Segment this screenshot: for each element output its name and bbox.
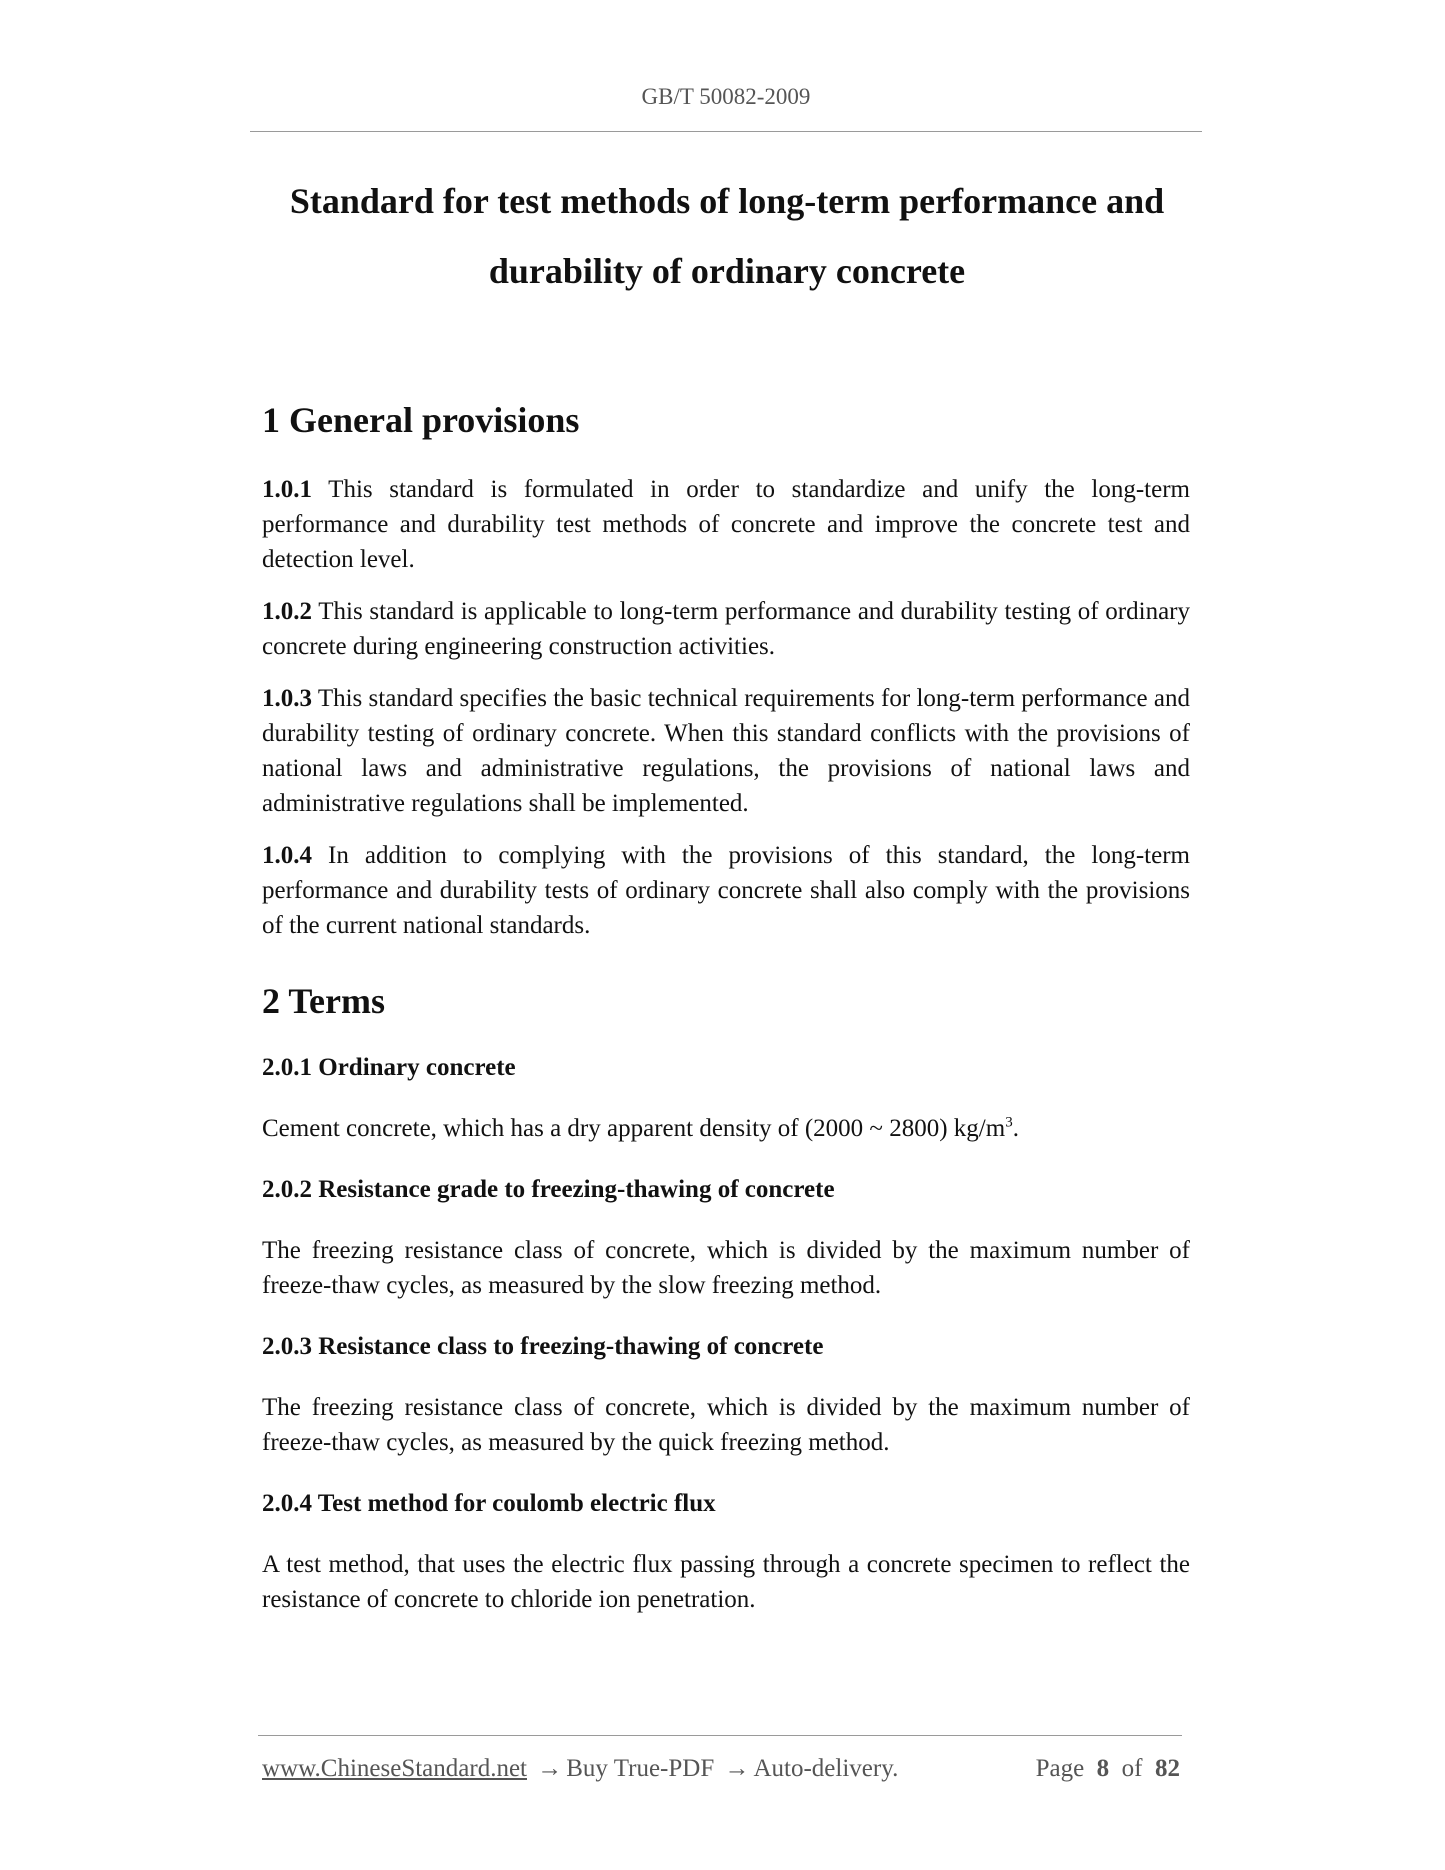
clause-number: 1.0.2 xyxy=(262,598,312,625)
arrow-right-icon: → xyxy=(724,1755,750,1782)
term-definition: A test method, that uses the electric flux passing through a concrete specimen to reflect the resistance of concrete to chloride ion penetration. xyxy=(262,1551,1190,1613)
current-page: 8 xyxy=(1096,1755,1110,1782)
term-heading: 2.0.4 Test method for coulomb electric flux xyxy=(262,1490,716,1517)
clause-text: This standard specifies the basic technical requirements for long-term performance and durability testing of ordinary concrete. When this standard conflicts with the provisions of national laws and administrative regulations, the provisions of national laws and administrative regulations shall be implemented. xyxy=(262,685,1190,817)
footer-rule xyxy=(258,1735,1182,1736)
total-pages: 82 xyxy=(1155,1755,1180,1782)
term-definition: Cement concrete, which has a dry apparent density of (2000 ~ 2800) $kg/m^3$. xyxy=(262,1114,1019,1142)
clause-number: 1.0.3 xyxy=(262,685,312,712)
buy-pdf-text: Buy True-PDF xyxy=(566,1755,715,1782)
running-header: GB/T 50082-2009 xyxy=(641,84,811,109)
clause-text: This standard is applicable to long-term performance and durability testing of ordinary concrete during engineering construction activities. xyxy=(262,598,1190,660)
clause-number: 1.0.4 xyxy=(262,842,312,869)
title-line-1: Standard for test methods of long-term performance and xyxy=(289,181,1165,221)
auto-delivery-text: Auto-delivery. xyxy=(753,1755,899,1782)
document-body xyxy=(262,398,1190,1617)
term-definition: The freezing resistance class of concrete, which is divided by the maximum number of freeze-thaw cycles, as measured by the quick freezing method. xyxy=(262,1394,1190,1456)
title-line-2: durability of ordinary concrete xyxy=(488,251,966,291)
section-heading: 2 Terms xyxy=(262,981,386,1021)
term-heading: 2.0.2 Resistance grade to freezing-thawing of concrete xyxy=(262,1176,835,1203)
clause-1-0-1 xyxy=(262,472,1190,577)
term-heading: 2.0.1 Ordinary concrete xyxy=(262,1054,516,1081)
term-heading: 2.0.3 Resistance class to freezing-thawing of concrete xyxy=(262,1333,824,1360)
website-link[interactable]: www.ChineseStandard.net xyxy=(262,1755,527,1782)
clause-1-0-2 xyxy=(262,594,1190,664)
page-number: Page 8 of 82 xyxy=(1035,1755,1180,1782)
clause-text: In addition to complying with the provisions of this standard, the long-term performance and durability tests of ordinary concrete shall also comply with the provisions of the current national standards. xyxy=(262,842,1190,939)
section-heading: 1 General provisions xyxy=(262,400,580,440)
clause-text: This standard is formulated in order to standardize and unify the long-term performance and durability test methods of concrete and improve the concrete test and detection level. xyxy=(262,476,1190,573)
document-title xyxy=(262,166,1192,306)
term-definition: The freezing resistance class of concrete, which is divided by the maximum number of freeze-thaw cycles, as measured by the slow freezing method. xyxy=(262,1237,1190,1299)
header-rule xyxy=(250,131,1202,132)
superscript: 3 xyxy=(1005,1114,1013,1131)
arrow-right-icon: → xyxy=(537,1755,563,1782)
clause-1-0-3 xyxy=(262,681,1190,821)
footer-left xyxy=(262,1753,898,1785)
clause-number: 1.0.1 xyxy=(262,476,312,503)
clause-1-0-4 xyxy=(262,838,1190,943)
